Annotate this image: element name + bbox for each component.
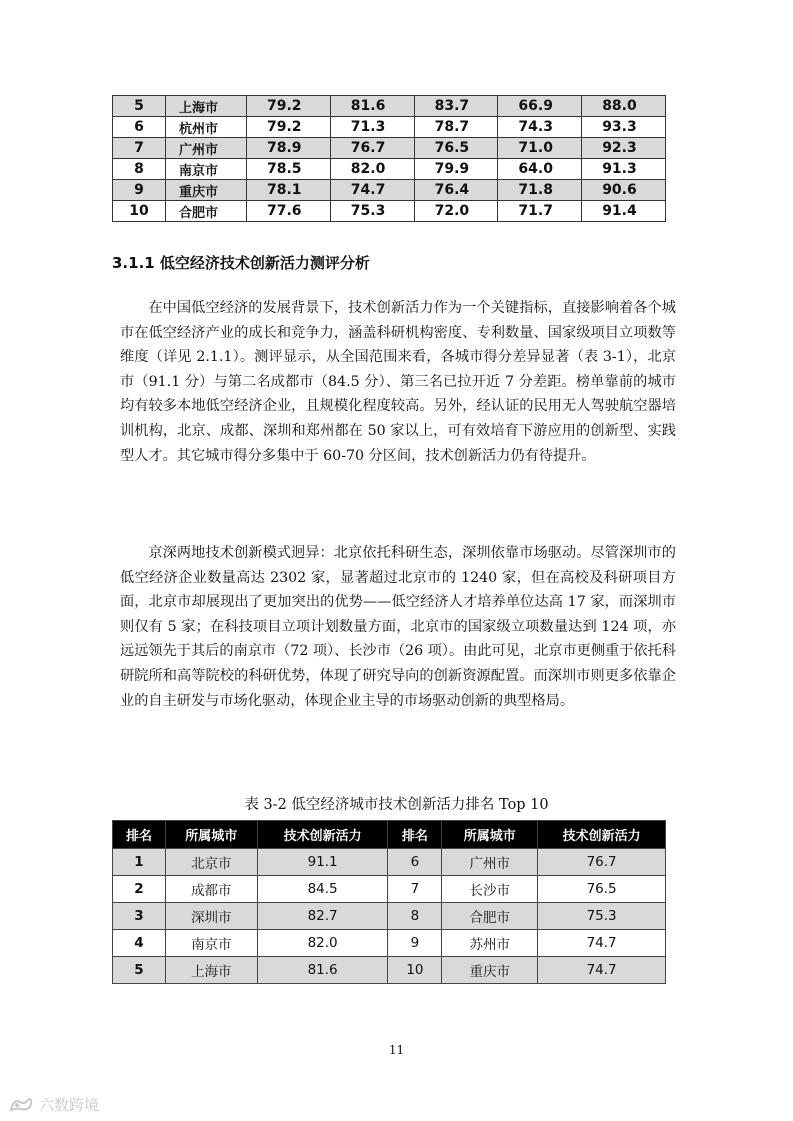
column-header: 技术创新活力 — [538, 821, 666, 849]
city-cell: 重庆市 — [166, 180, 247, 201]
table-row — [113, 180, 666, 201]
city-cell: 上海市 — [166, 96, 247, 117]
column-header: 排名 — [113, 821, 166, 849]
rank-cell: 1 — [113, 849, 166, 876]
score-cell: 78.5 — [247, 159, 331, 180]
watermark-text: 六数跨境 — [39, 1096, 100, 1114]
city-cell: 重庆市 — [442, 957, 538, 984]
table-row — [113, 876, 666, 903]
score-cell: 66.9 — [498, 96, 582, 117]
score-cell: 91.1 — [257, 849, 388, 876]
city-cell: 南京市 — [165, 930, 257, 957]
table-row — [113, 159, 666, 180]
rank-cell: 8 — [113, 159, 166, 180]
score-cell: 81.6 — [257, 957, 388, 984]
city-cell: 广州市 — [166, 138, 247, 159]
column-header: 所属城市 — [442, 821, 538, 849]
city-cell: 北京市 — [165, 849, 257, 876]
city-cell: 长沙市 — [442, 876, 538, 903]
innovation-ranking-table — [112, 820, 666, 984]
score-cell: 82.0 — [330, 159, 414, 180]
table-row — [113, 117, 666, 138]
score-cell: 71.3 — [330, 117, 414, 138]
score-cell: 78.1 — [247, 180, 331, 201]
score-cell: 91.4 — [582, 201, 666, 222]
score-cell: 88.0 — [582, 96, 666, 117]
score-cell: 79.2 — [247, 117, 331, 138]
rank-cell: 5 — [113, 96, 166, 117]
score-cell: 74.7 — [330, 180, 414, 201]
city-cell: 广州市 — [442, 849, 538, 876]
city-cell: 合肥市 — [442, 903, 538, 930]
score-cell: 72.0 — [414, 201, 498, 222]
score-cell: 84.5 — [257, 876, 388, 903]
column-header: 技术创新活力 — [257, 821, 388, 849]
score-cell: 76.7 — [538, 849, 666, 876]
score-cell: 76.5 — [538, 876, 666, 903]
score-cell: 64.0 — [498, 159, 582, 180]
score-cell: 82.7 — [257, 903, 388, 930]
rank-cell: 8 — [388, 903, 442, 930]
score-cell: 74.7 — [538, 957, 666, 984]
city-cell: 南京市 — [166, 159, 247, 180]
score-cell: 76.7 — [330, 138, 414, 159]
table-row — [113, 201, 666, 222]
table-row — [113, 849, 666, 876]
city-cell: 苏州市 — [442, 930, 538, 957]
score-cell: 78.9 — [247, 138, 331, 159]
rank-cell: 10 — [388, 957, 442, 984]
score-cell: 77.6 — [247, 201, 331, 222]
rank-cell: 9 — [113, 180, 166, 201]
table-row — [113, 930, 666, 957]
score-table-top — [112, 95, 666, 222]
score-cell: 83.7 — [414, 96, 498, 117]
rank-cell: 9 — [388, 930, 442, 957]
score-cell: 90.6 — [582, 180, 666, 201]
table-row — [113, 138, 666, 159]
rank-cell: 6 — [113, 117, 166, 138]
column-header: 排名 — [388, 821, 442, 849]
score-cell: 82.0 — [257, 930, 388, 957]
table-row — [113, 903, 666, 930]
score-cell: 71.8 — [498, 180, 582, 201]
score-cell: 91.3 — [582, 159, 666, 180]
rank-cell: 3 — [113, 903, 166, 930]
score-cell: 92.3 — [582, 138, 666, 159]
city-cell: 上海市 — [165, 957, 257, 984]
column-header: 所属城市 — [165, 821, 257, 849]
rank-cell: 5 — [113, 957, 166, 984]
score-cell: 75.3 — [330, 201, 414, 222]
table-row — [113, 957, 666, 984]
table-header-row — [113, 821, 666, 849]
score-cell: 79.9 — [414, 159, 498, 180]
rank-cell: 10 — [113, 201, 166, 222]
score-cell: 93.3 — [582, 117, 666, 138]
brand-logo-icon — [8, 1096, 34, 1114]
city-cell: 杭州市 — [166, 117, 247, 138]
rank-cell: 7 — [388, 876, 442, 903]
rank-cell: 6 — [388, 849, 442, 876]
city-cell: 深圳市 — [165, 903, 257, 930]
score-cell: 76.4 — [414, 180, 498, 201]
section-heading: 3.1.1 低空经济技术创新活力测评分析 — [112, 254, 370, 272]
rank-cell: 2 — [113, 876, 166, 903]
table-row — [113, 96, 666, 117]
score-cell: 71.0 — [498, 138, 582, 159]
table-caption: 表 3-2 低空经济城市技术创新活力排名 Top 10 — [244, 797, 549, 813]
score-cell: 74.3 — [498, 117, 582, 138]
score-cell: 78.7 — [414, 117, 498, 138]
score-cell: 81.6 — [330, 96, 414, 117]
city-cell: 合肥市 — [166, 201, 247, 222]
rank-cell: 4 — [113, 930, 166, 957]
rank-cell: 7 — [113, 138, 166, 159]
score-cell: 71.7 — [498, 201, 582, 222]
score-cell: 76.5 — [414, 138, 498, 159]
body-paragraph: 京深两地技术创新模式迥异：北京依托科研生态，深圳依靠市场驱动。尽管深圳市的低空经济企业数量高达 2302 家，显著超过北京市的 1240 家，但在高校及科研项目方面，北京市却展现出了更加突出的优势——低空经济人才培养单位达高 17 家，而深圳市则仅有 5 家；在科技项目立项计划数量方面，北京市的国家级立项数量达到 124 项，亦远远领先于其后的南京市（72 项）、长沙市（26 项）。由此可见，北京市更侧重于依托科研院所和高等院校的科研优势，体现了研究导向的创新资源配置。而深圳市则更多依靠企业的自主研发与市场化驱动，体现企业主导的市场驱动创新的典型格局。 — [120, 545, 676, 709]
score-cell: 79.2 — [247, 96, 331, 117]
body-paragraph: 在中国低空经济的发展背景下，技术创新活力作为一个关键指标，直接影响着各个城市在低空经济产业的成长和竞争力，涵盖科研机构密度、专利数量、国家级项目立项数等维度（详见 2.1.1）。测评显示，从全国范围来看，各城市得分差异显著（表 3-1），北京市（91.1 分）与第二名成都市（84.5 分）、第三名已拉开近 7 分差距。榜单靠前的城市均有较多本地低空经济企业，且规模化程度较高。另外，经认证的民用无人驾驶航空器培训机构，北京、成都、深圳和郑州都在 50 家以上，可有效培育下游应用的创新型、实践型人才。其它城市得分多集中于 60-70 分区间，技术创新活力仍有待提升。 — [120, 300, 676, 464]
score-cell: 74.7 — [538, 930, 666, 957]
score-cell: 75.3 — [538, 903, 666, 930]
city-cell: 成都市 — [165, 876, 257, 903]
watermark — [8, 1094, 99, 1115]
page-number: 11 — [388, 1043, 405, 1057]
